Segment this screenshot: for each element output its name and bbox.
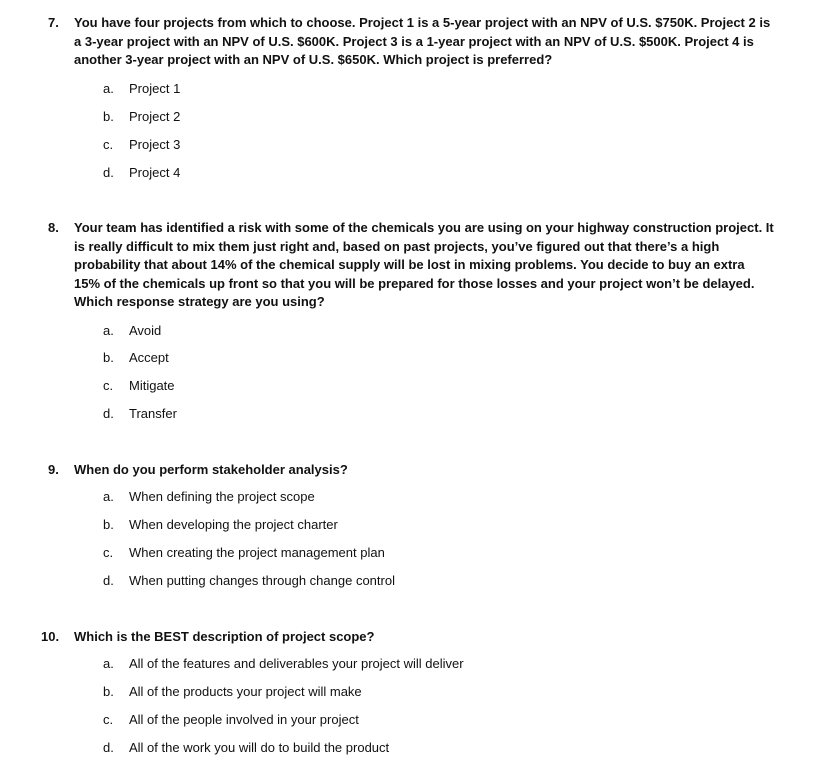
option-letter: d. xyxy=(103,165,114,180)
question-stem xyxy=(0,14,825,70)
question-text: When do you perform stakeholder analysis? xyxy=(74,462,348,477)
option-letter: c. xyxy=(103,378,114,393)
option-letter: b. xyxy=(103,517,114,532)
option-letter: c. xyxy=(103,712,114,727)
question-stem xyxy=(0,219,825,312)
option-text: Project 2 xyxy=(129,109,181,124)
option-text: Project 3 xyxy=(129,137,181,152)
option-letter: a. xyxy=(103,489,114,504)
option-text: All of the features and deliverables your project will deliver xyxy=(129,656,464,671)
option-text: All of the work you will do to build the product xyxy=(129,740,390,755)
option-text: Avoid xyxy=(129,323,162,338)
option-letter: a. xyxy=(103,323,114,338)
question-stem xyxy=(0,461,825,480)
option-text: Project 4 xyxy=(129,165,181,180)
option-text: Accept xyxy=(129,350,169,365)
question-text: Which is the BEST description of project scope? xyxy=(74,629,375,644)
question-7 xyxy=(0,14,825,70)
question-number: 9. xyxy=(48,462,59,477)
question-stem xyxy=(0,628,825,647)
question-9 xyxy=(0,461,825,480)
option-letter: a. xyxy=(103,656,114,671)
option-letter: d. xyxy=(103,740,114,755)
question-number: 8. xyxy=(48,220,59,235)
option-text: Transfer xyxy=(129,406,177,421)
option-letter: c. xyxy=(103,137,114,152)
option-text: When creating the project management plan xyxy=(129,545,385,560)
option-letter: b. xyxy=(103,109,114,124)
option-letter: c. xyxy=(103,545,114,560)
question-number: 10. xyxy=(41,629,60,644)
option-text: Project 1 xyxy=(129,81,181,96)
question-8 xyxy=(0,219,825,312)
question-number: 7. xyxy=(48,15,59,30)
option-letter: b. xyxy=(103,684,114,699)
option-text: When putting changes through change control xyxy=(129,573,395,588)
option-letter: d. xyxy=(103,573,114,588)
option-text: All of the products your project will make xyxy=(129,684,362,699)
option-text: All of the people involved in your project xyxy=(129,712,359,727)
option-text: Mitigate xyxy=(129,378,175,393)
question-text: Your team has identified a risk with some of the chemicals you are using on your highway construction project. It is really difficult to mix them just right and, based on past projects, you’ve figured out that there’s a high probability that about 14% of the chemical supply will be lost in mixing problems. You decide to buy an extra 15% of the chemicals up front so that you will be prepared for those losses and your project won’t be delayed. Which response strategy are you using? xyxy=(74,220,774,309)
option-letter: d. xyxy=(103,406,114,421)
option-text: When developing the project charter xyxy=(129,517,338,532)
option-text: When defining the project scope xyxy=(129,489,315,504)
question-text: You have four projects from which to choose. Project 1 is a 5-year project with an NPV of U.S. $750K. Project 2 is a 3-year project with an NPV of U.S. $600K. Project 3 is a 1-year project with an NPV of U.S. $500K. Project 4 is another 3-year project with an NPV of U.S. $650K. Which project is preferred? xyxy=(74,15,771,67)
option-letter: b. xyxy=(103,350,114,365)
question-10 xyxy=(0,628,825,647)
option-letter: a. xyxy=(103,81,114,96)
